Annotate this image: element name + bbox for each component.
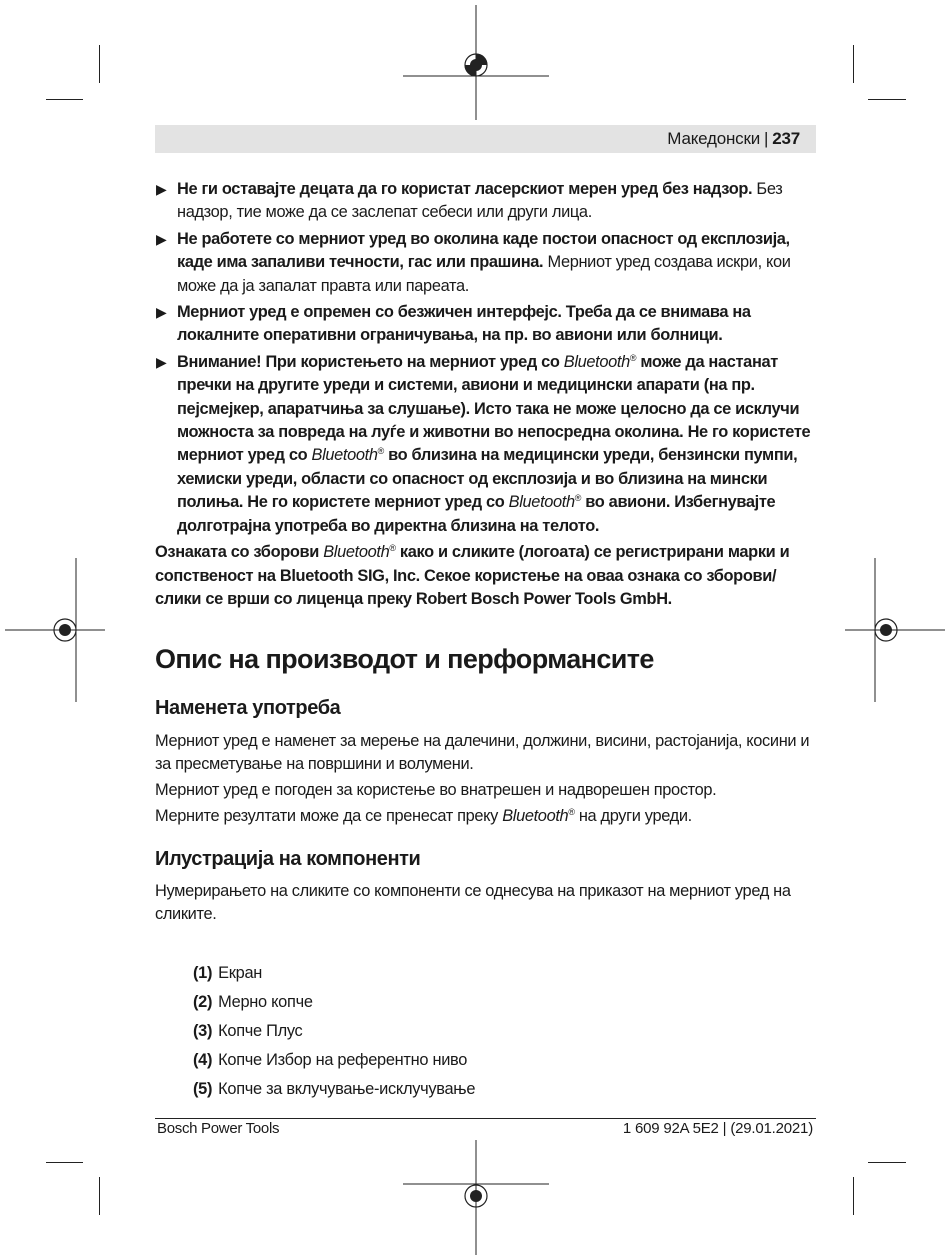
paragraph: Нумерирањето на сликите со компоненти се однесува на приказот на мерниот уред на сликите. <box>155 882 791 923</box>
registration-mark-icon <box>403 5 549 120</box>
list-item: (1) Екран <box>193 964 263 982</box>
crop-mark <box>99 45 100 83</box>
bullet-triangle-icon: ▶ <box>156 304 167 321</box>
list-item: (5) Копче за вклучување-исклучување <box>193 1080 476 1098</box>
components-list <box>193 961 475 1106</box>
intended-use-heading: Наменета употреба <box>155 697 341 719</box>
bullet-triangle-icon: ▶ <box>156 230 167 247</box>
header-separator: | <box>764 129 769 148</box>
registration-mark-icon <box>5 558 105 702</box>
trademark-notice: Ознаката со зборови Bluetooth® како и сликите (логоата) се регистрирани марки и сопственост на Bluetooth SIG, Inc. Секое користење на оваа ознака со зборови/ слики се врши со лиценца преку Robert Bosch Power Tools GmbH. <box>155 543 790 608</box>
warning-bold-text: Не работете со мерниот уред во околина каде постои опасност од експлозија, каде има запаливи течности, гас или прашина. <box>177 229 790 272</box>
registration-mark-icon <box>845 558 945 702</box>
warning-bold-text: Мерниот уред е опремен со безжичен интерфејс. Треба да се внимава на локалните оперативни ограничувања, на пр. во авиони или болници. <box>177 303 751 345</box>
bluetooth-warning: Внимание! При користењето на мерниот уред со Bluetooth® може да настанат пречки на другите уреди и системи, авиони и медицински апарати (на пр. пејсмејкер, апаратчиња за слушање). Исто така не може целосно да се исклучи можноста за повреда на луѓе и животни во непосредна околина. Не го користете мерниот уред со Bluetooth® во близина на медицински уреди, бензински пумпи, хемиски уреди, области со опасност од експлозија и во близина на мински полиња. Не го користете мерниот уред со Bluetooth® во авиони. Избегнувајте долготрајна употреба во директна близина на телото. <box>177 352 811 535</box>
paragraph: Мерниот уред е погоден за користење во внатрешен и надворешен простор. <box>155 781 717 799</box>
crop-mark <box>868 1162 906 1163</box>
warning-text: Мерниот уред создава искри, кои може да ја запалат правта или пареата. <box>177 253 791 295</box>
bullet-triangle-icon: ▶ <box>156 353 167 370</box>
list-item: (4) Копче Избор на референтно ниво <box>193 1051 468 1069</box>
list-item <box>155 301 817 348</box>
components-intro <box>155 880 817 929</box>
list-item <box>155 351 817 538</box>
warning-text: Без надзор, тие може да се заслепат себеси или други лица. <box>177 180 783 222</box>
list-item <box>155 178 817 225</box>
header-language: Македонски <box>667 129 761 148</box>
footer-doc-id: 1 609 92A 5E2 | (29.01.2021) <box>622 1120 813 1137</box>
crop-mark <box>853 1177 854 1215</box>
crop-mark <box>853 45 854 83</box>
list-item <box>155 228 817 298</box>
footer-divider <box>155 1118 816 1119</box>
warning-bold-text: Не ги оставајте децата да го користат ласерскиот мерен уред без надзор. <box>177 180 753 198</box>
list-item: (3) Копче Плус <box>193 1022 303 1040</box>
paragraph: Мерниот уред е наменет за мерење на далечини, должини, висини, растојанија, косини и за пресметување на површини и волумени. <box>155 732 810 773</box>
page-header <box>155 125 816 153</box>
intended-use-text <box>155 730 817 831</box>
crop-mark <box>46 1162 83 1163</box>
list-item: (2) Мерно копче <box>193 993 313 1011</box>
registration-mark-icon <box>403 1140 549 1255</box>
crop-mark <box>99 1177 100 1215</box>
safety-section <box>155 178 817 611</box>
paragraph: Мерните резултати може да се пренесат преку Bluetooth® на други уреди. <box>155 807 692 825</box>
section-title: Опис на производот и перформансите <box>155 644 654 674</box>
page-number: 237 <box>772 129 800 148</box>
footer-brand: Bosch Power Tools <box>157 1120 280 1137</box>
bullet-triangle-icon: ▶ <box>156 181 167 197</box>
crop-mark <box>868 99 906 100</box>
crop-mark <box>46 99 83 100</box>
components-heading: Илустрација на компоненти <box>155 848 421 870</box>
